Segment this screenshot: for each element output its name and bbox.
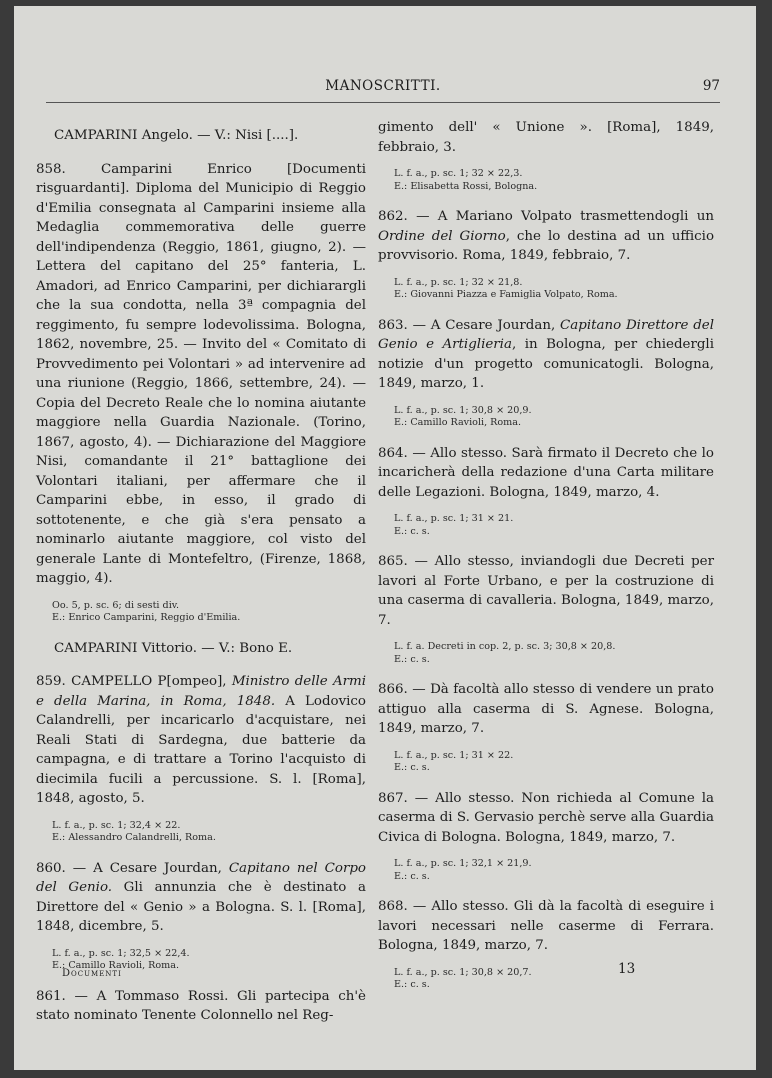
note-line: L. f. a., p. sc. 1; 31 × 21. [394,513,514,524]
entry-text-rest: , in Bologna, per chiedergli notizie d'un progetto comunicatogli. Bologna, 1849, marzo, 1. [378,337,714,391]
entry-text [378,316,714,394]
entry-note [394,858,714,883]
entry-title-italic: Ordine del Giorno [378,228,506,244]
entry-text: 861. — A Tommaso Rossi. Gli partecipa ch'è stato nominato Tenente Colonnello nel Reg- [36,988,366,1023]
entry-text-lead: 860. — A Cesare Jourdan, [36,860,229,876]
note-line: L. f. a., p. sc. 1; 30,8 × 20,9. [394,404,532,416]
entry-text: 858. Camparini Enrico [Documenti risguardanti]. Diploma del Municipio di Reggio d'Emilia consegnata al Camparini insieme alla Medaglia commemorativa delle guerre dell'indipendenza (Reggio, 1861, giugno, 2). — Lettera del capitano del 25° fanteria, L. Amadori, ad Enrico Camparini, per dichiarargli che la sua condotta, nella 3ª compagnia del reggimento, fu sempre lodevolissima. Bologna, 1862, novembre, 25. — Invito del « Comitato di Provvedimento pei Volontari » ad intervenire ad una riunione (Reggio, 1866, settembre, 24). — Copia del Decreto Reale che lo nomina aiutante maggiore nella Guardia Nazionale. (Torino, 1867, agosto, 4). — Dichiarazione del Maggiore Nisi, comandante il 21° battaglione dei Volontari italiani, per affermare che il Camparini ebbe, in esso, il grado di sottotenente, e che già s'era pensato a nominarlo aiutante maggiore, col visto del generale Lante di Montefeltro, (Firenze, 1868, maggio, 4). [36,161,366,586]
footer-signature: Documenti [62,968,122,979]
entry-text-lead: 859. CAMPELLO P[ompeo], [36,674,232,689]
note-line: E.: Enrico Camparini, Reggio d'Emilia. [52,612,241,623]
catalog-entry [36,859,366,937]
entry-text: 866. — Dà facoltà allo stesso di vendere un prato attiguo alla caserma di S. Agnese. Bologna, 1849, marzo, 7. [378,682,714,736]
entry-text: CAMPARINI Vittorio. — V.: Bono E. [54,640,293,656]
catalog-entry [378,444,714,503]
note-line: L. f. a., p. sc. 1; 32,5 × 22,4. [52,947,190,959]
note-line: E.: Camillo Ravioli, Roma. [52,960,180,971]
page-number: 97 [702,78,720,94]
entry-text: 867. — Allo stesso. Non richieda al Comune la caserma di S. Gervasio perchè serve alla Guardia Civica di Bologna. Bologna, 1849, marzo, 7. [378,790,714,845]
entry-note [394,168,714,193]
note-line: E.: Giovanni Piazza e Famiglia Volpato, Roma. [394,289,618,300]
entry-text: 864. — Allo stesso. Sarà firmato il Decreto che lo incaricherà della redazione d'una Carta militare delle Legazioni. Bologna, 1849, marzo, 4. [378,445,714,500]
entry-text-lead: 863. — A Cesare Jourdan, [378,317,561,333]
entry-note [394,405,714,430]
entry-note [394,513,714,538]
note-line: E.: c. s. [394,870,430,882]
note-line: L. f. a., p. sc. 1; 32 × 22,3. [394,168,523,179]
catalog-entry [378,789,714,848]
note-line: L. f. a., p. sc. 1; 32,1 × 21,9. [394,858,532,869]
header-title: MANOSCRITTI. [325,78,441,94]
page-scan [14,6,756,1070]
note-line: Oo. 5, p. sc. 6; di sesti div. [52,599,180,611]
entry-text-rest: A Lodovico Calandrelli, per incaricarlo d'acquistare, nei Reali Stati di Sardegna, due batterie da campagna, e di trattare a Torino l'acquisto di diecimila fucili a percussione. S. l. [Roma], 1848, agosto, 5. [36,693,366,806]
entry-text: gimento dell' « Unione ». [Roma], 1849, febbraio, 3. [378,120,714,155]
entry-note [394,967,714,992]
entry-title-italic: Capitano nel Corpo del Genio. [36,860,366,895]
catalog-entry [378,552,714,630]
catalog-entry [378,680,714,739]
entry-text: 865. — Allo stesso, inviandogli due Decreti per lavori al Forte Urbano, e per la costruzione di una caserma di cavalleria. Bologna, 1849, marzo, 7. [378,554,714,628]
cross-reference [54,639,366,659]
left-column [36,118,366,1037]
note-line: E.: Elisabetta Rossi, Bologna. [394,180,538,192]
note-line: E.: c. s. [394,653,430,665]
catalog-entry [378,207,714,266]
note-line: E.: c. s. [394,762,430,773]
note-line: L. f. a., p. sc. 1; 31 × 22. [394,749,514,761]
entry-text-lead: 862. — A Mariano Volpato trasmettendogli un [378,209,714,224]
entry-text-rest: Gli annunzia che è destinato a Direttore del « Genio » a Bologna. S. l. [Roma], 1848, dicembre, 5. [36,880,366,934]
entry-note [394,750,714,775]
entry-text: 868. — Allo stesso. Gli dà la facoltà di eseguire i lavori necessari nelle caserme di Ferrara. Bologna, 1849, marzo, 7. [378,899,714,953]
entry-note [52,600,366,625]
catalog-entry [378,118,714,157]
note-line: E.: c. s. [394,525,430,537]
note-line: L. f. a. Decreti in cop. 2, p. sc. 3; 30,8 × 20,8. [394,641,616,652]
entry-note [394,277,714,302]
entry-note [394,641,714,666]
note-line: L. f. a., p. sc. 1; 30,8 × 20,7. [394,966,532,978]
right-column [378,118,714,1006]
catalog-entry [378,897,714,956]
catalog-entry [378,316,714,394]
entry-text: CAMPARINI Angelo. — V.: Nisi [....]. [54,128,299,143]
entry-text [36,859,366,937]
entry-text-rest: , che lo destina ad un ufficio provvisorio. Roma, 1849, febbraio, 7. [378,228,715,263]
note-line: E.: c. s. [394,979,430,990]
note-line: E.: Camillo Ravioli, Roma. [394,417,522,428]
catalog-entry [36,160,366,589]
catalog-entry [36,987,366,1026]
entry-note [52,820,366,845]
entry-text [378,207,714,266]
entry-text [36,672,366,809]
footer-number: 13 [618,961,636,977]
entry-title-italic: Capitano Direttore del Genio e Artiglieria [378,317,715,352]
cross-reference [54,126,366,146]
entry-title-italic: Ministro delle Armi e della Marina, in Roma, 1848. [36,674,366,709]
running-header [46,76,720,103]
note-line: E.: Alessandro Calandrelli, Roma. [52,832,216,843]
catalog-entry [36,672,366,809]
note-line: L. f. a., p. sc. 1; 32 × 21,8. [394,276,523,288]
note-line: L. f. a., p. sc. 1; 32,4 × 22. [52,819,181,831]
